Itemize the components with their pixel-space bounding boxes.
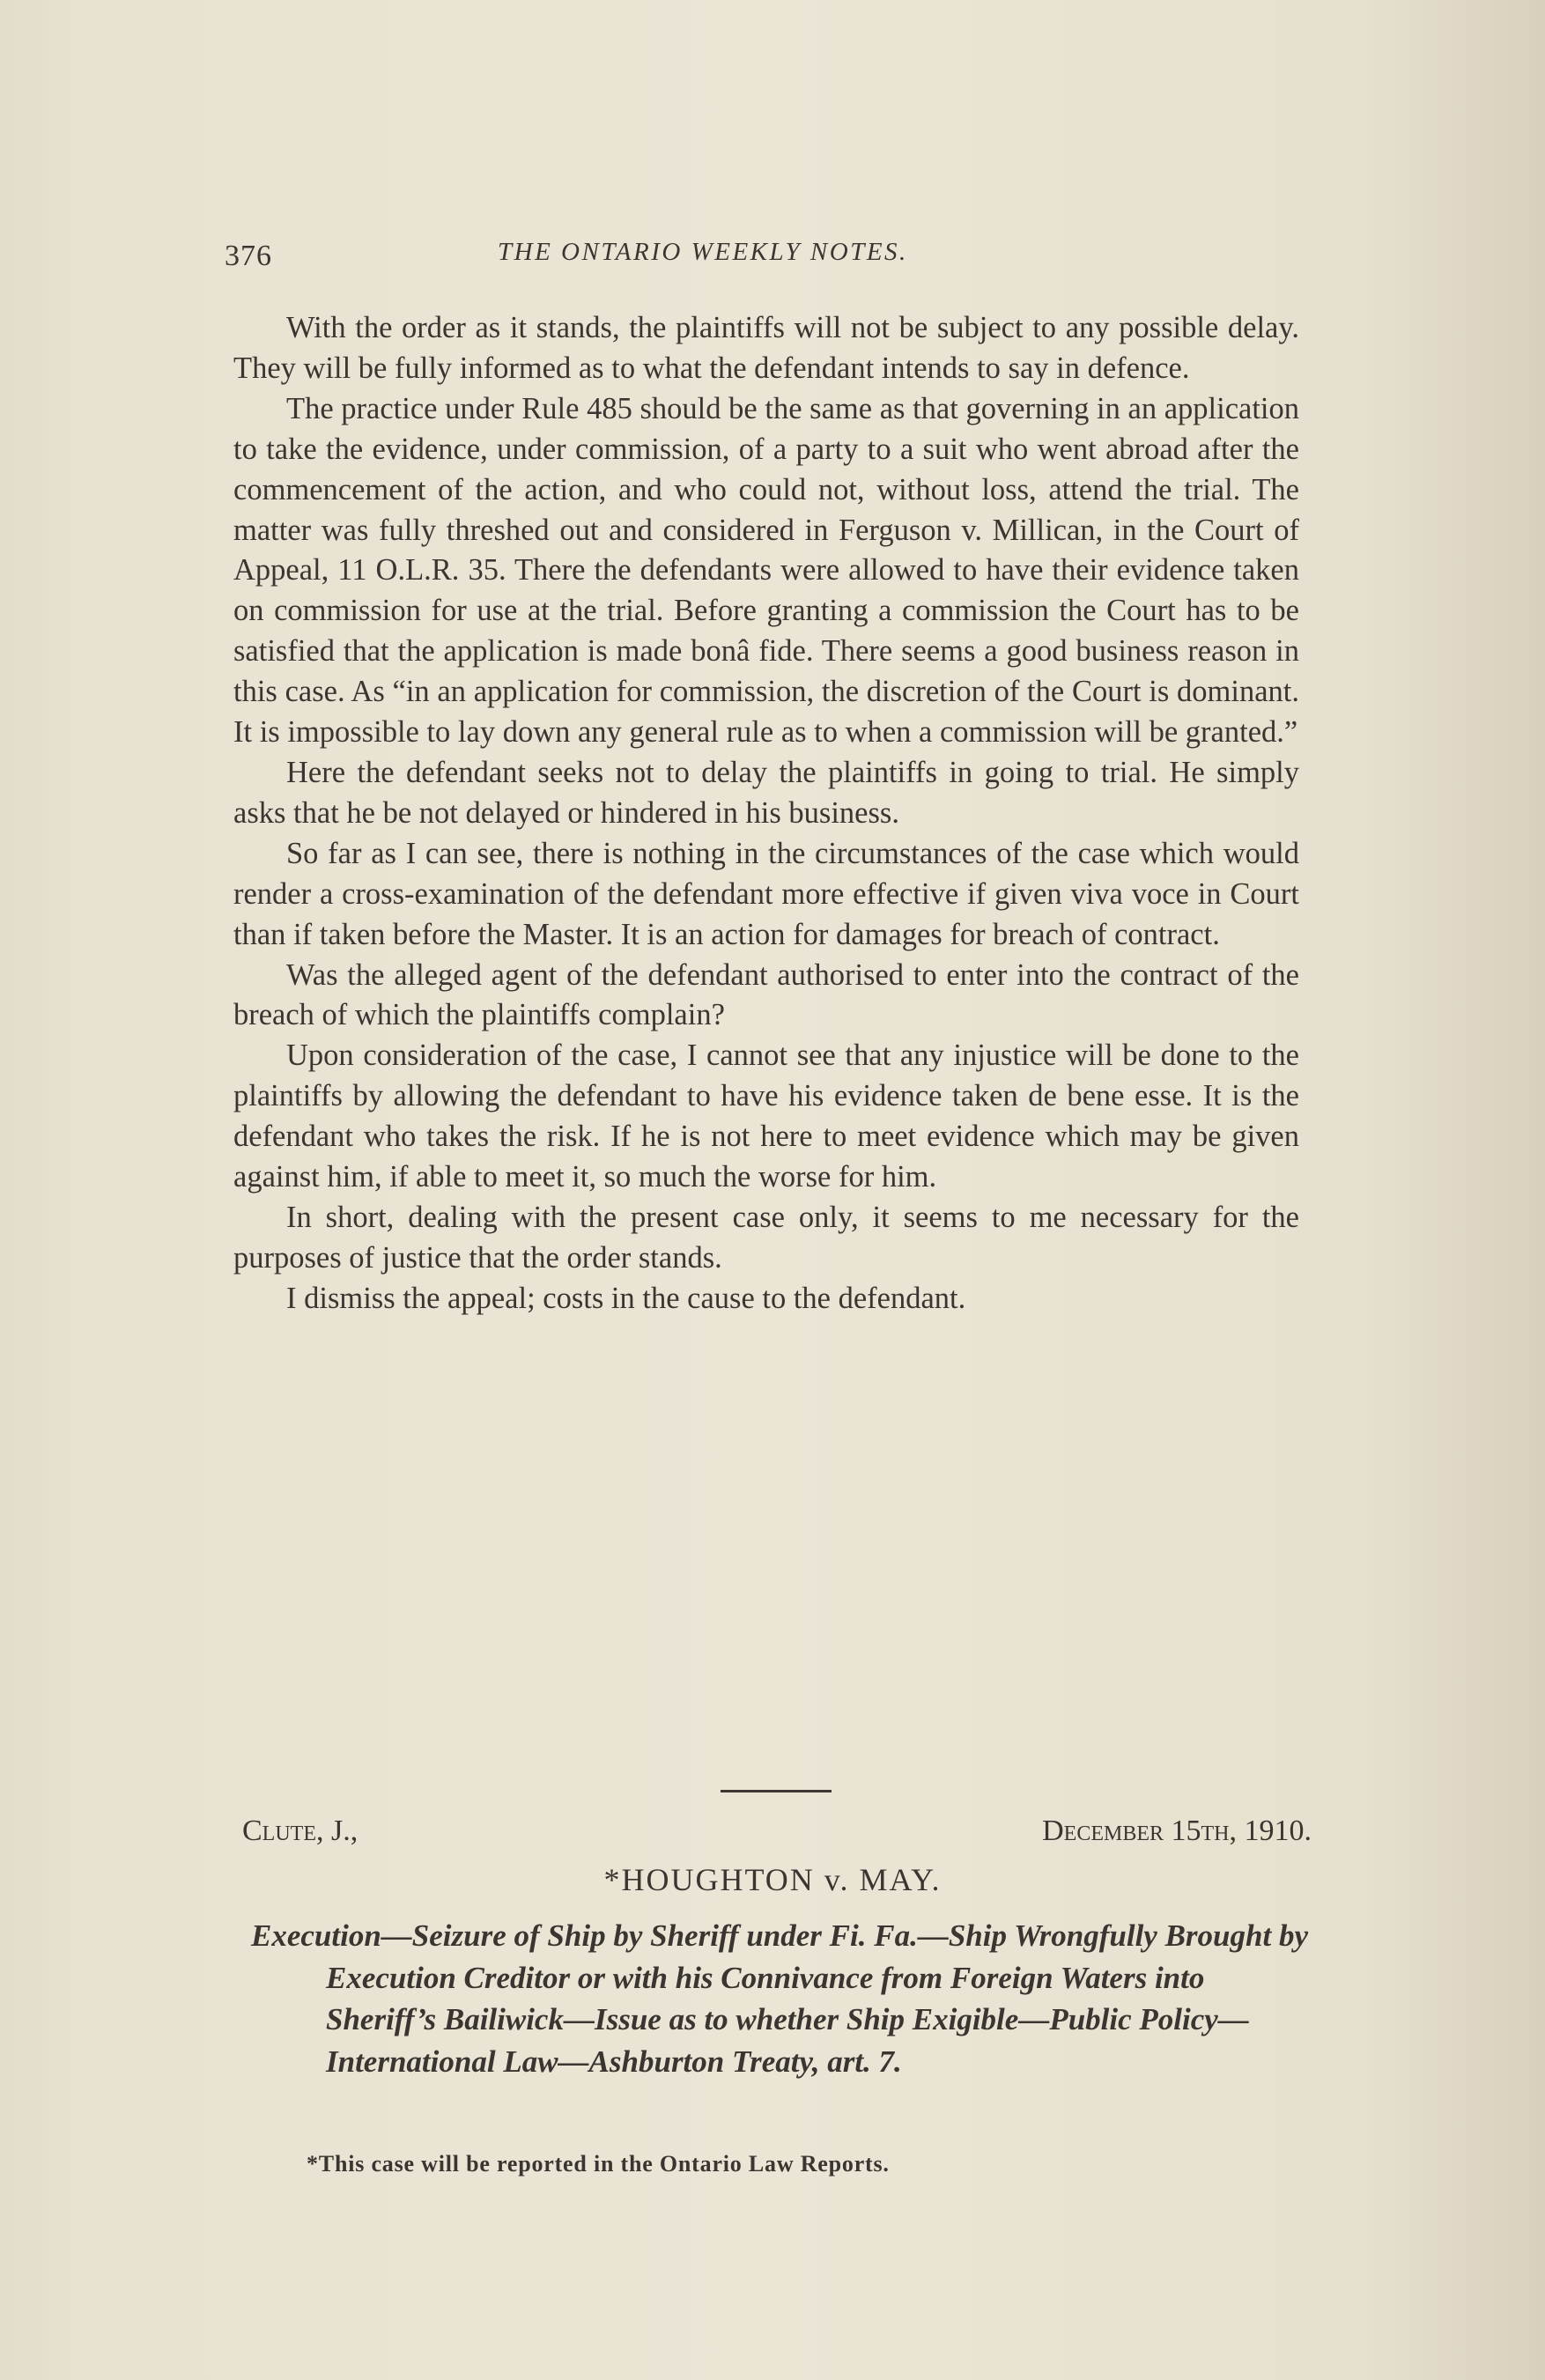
paragraph: So far as I can see, there is nothing in the circumstances of the case which would render a cross-examination of the defendant more effective if given viva voce in Court than if taken before the Master. It is an action for damages for breach of contract.	[233, 836, 1299, 951]
paragraph: The practice under Rule 485 should be the same as that governing in an application to take the evidence, under commission, of a party to a suit who went abroad after the commencement of the action, and who could not, without loss, attend the trial. The matter was fully threshed out and considered in Ferguson v. Millican, in the Court of Appeal, 11 O.L.R. 35. There the defendants were allowed to have their evidence taken on commission for use at the trial. Before granting a commission the Court has to be satisfied that the application is made bonâ fide. There seems a good business reason in this case. As “in an application for commission, the discretion of the Court is dominant. It is impossible to lay down any general rule as to when a commission will be granted.”	[233, 391, 1299, 750]
page-header	[225, 231, 1308, 284]
judge-name: Clute, J.,	[242, 1815, 359, 1847]
running-title: THE ONTARIO WEEKLY NOTES.	[498, 238, 908, 266]
section-divider	[721, 1790, 832, 1792]
paragraph: In short, dealing with the present case only, it seems to me necessary for the purposes of justice that the order stands.	[233, 1200, 1299, 1275]
paragraph: I dismiss the appeal; costs in the cause to the defendant.	[286, 1281, 966, 1315]
paragraph: With the order as it stands, the plaintiffs will not be subject to any possible delay. They will be fully informed as to what the defendant intends to say in defence.	[233, 311, 1299, 385]
paragraph: Was the alleged agent of the defendant authorised to enter into the contract of the breach of which the plaintiffs complain?	[233, 957, 1299, 1032]
paragraph: Upon consideration of the case, I cannot see that any injustice will be done to the plaintiffs by allowing the defendant to have his evidence taken de bene esse. It is the defendant who takes the risk. If he is not here to meet evidence which may be given against him, if able to meet it, so much the worse for him.	[233, 1038, 1299, 1194]
footnote: *This case will be reported in the Ontario Law Reports.	[307, 2151, 890, 2177]
decision-date: December 15th, 1910.	[1042, 1815, 1312, 1847]
case-title: *HOUGHTON v. MAY.	[603, 1862, 942, 1897]
page-number: 376	[225, 240, 272, 272]
case-headnote: Execution—Seizure of Ship by Sheriff under Fi. Fa.—Ship Wrongfully Brought by Execution Creditor or with his Connivance from Foreign Waters into Sheriff’s Bailiwick—Issue as to whether Ship Exigible—Public Policy—International Law—Ashburton Treaty, art. 7.	[251, 1918, 1308, 2079]
paragraph: Here the defendant seeks not to delay the plaintiffs in going to trial. He simply asks that he be not delayed or hindered in his business.	[233, 755, 1299, 830]
body-text	[233, 308, 1299, 1319]
